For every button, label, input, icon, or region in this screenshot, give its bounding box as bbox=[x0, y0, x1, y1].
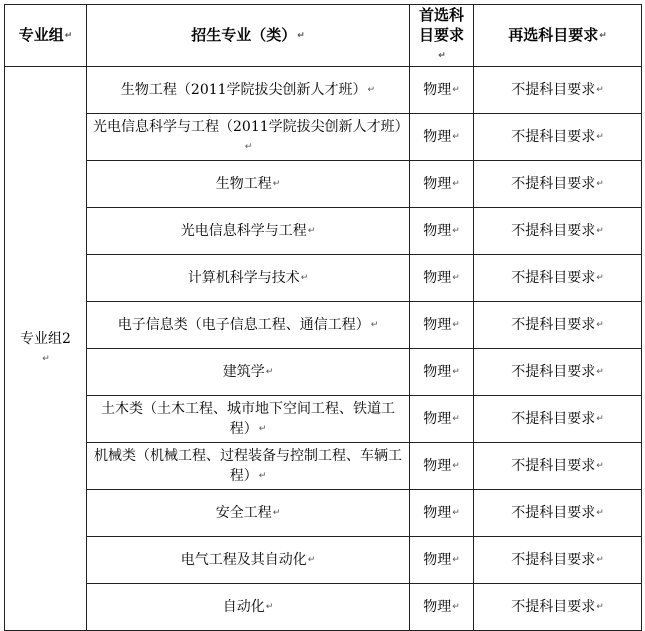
reselect-cell: 不提科目要求↵ bbox=[474, 584, 642, 631]
header-row bbox=[5, 5, 642, 67]
major-cell: 光电信息科学与工程↵ bbox=[87, 208, 410, 255]
first-choice-cell: 物理↵ bbox=[410, 537, 474, 584]
header-first-choice: 首选科目要求↵ bbox=[410, 5, 474, 67]
reselect-cell: 不提科目要求↵ bbox=[474, 537, 642, 584]
table-row bbox=[5, 255, 642, 302]
major-cell: 机械类（机械工程、过程装备与控制工程、车辆工程）↵ bbox=[87, 443, 410, 490]
reselect-cell: 不提科目要求↵ bbox=[474, 302, 642, 349]
header-major: 招生专业（类）↵ bbox=[87, 5, 410, 67]
major-cell: 土木类（土木工程、城市地下空间工程、铁道工程）↵ bbox=[87, 396, 410, 443]
major-cell: 电气工程及其自动化↵ bbox=[87, 537, 410, 584]
reselect-cell: 不提科目要求↵ bbox=[474, 443, 642, 490]
first-choice-cell: 物理↵ bbox=[410, 114, 474, 161]
first-choice-cell: 物理↵ bbox=[410, 490, 474, 537]
table-row bbox=[5, 396, 642, 443]
major-cell: 建筑学↵ bbox=[87, 349, 410, 396]
first-choice-cell: 物理↵ bbox=[410, 302, 474, 349]
table-row bbox=[5, 67, 642, 114]
reselect-cell: 不提科目要求↵ bbox=[474, 161, 642, 208]
reselect-cell: 不提科目要求↵ bbox=[474, 114, 642, 161]
table-row bbox=[5, 490, 642, 537]
first-choice-cell: 物理↵ bbox=[410, 584, 474, 631]
table-row bbox=[5, 443, 642, 490]
table-row bbox=[5, 349, 642, 396]
table-row bbox=[5, 584, 642, 631]
first-choice-cell: 物理↵ bbox=[410, 255, 474, 302]
first-choice-cell: 物理↵ bbox=[410, 349, 474, 396]
major-cell: 计算机科学与技术↵ bbox=[87, 255, 410, 302]
major-cell: 光电信息科学与工程（2011学院拔尖创新人才班）↵ bbox=[87, 114, 410, 161]
admission-requirements-table bbox=[4, 4, 642, 631]
first-choice-cell: 物理↵ bbox=[410, 443, 474, 490]
major-cell: 自动化↵ bbox=[87, 584, 410, 631]
first-choice-cell: 物理↵ bbox=[410, 396, 474, 443]
table-row bbox=[5, 537, 642, 584]
reselect-cell: 不提科目要求↵ bbox=[474, 255, 642, 302]
reselect-cell: 不提科目要求↵ bbox=[474, 349, 642, 396]
table-row bbox=[5, 114, 642, 161]
reselect-cell: 不提科目要求↵ bbox=[474, 208, 642, 255]
group-cell: 专业组2 ↵ bbox=[5, 67, 87, 631]
first-choice-cell: 物理↵ bbox=[410, 161, 474, 208]
reselect-cell: 不提科目要求↵ bbox=[474, 490, 642, 537]
major-cell: 电子信息类（电子信息工程、通信工程）↵ bbox=[87, 302, 410, 349]
major-cell: 安全工程↵ bbox=[87, 490, 410, 537]
header-reselect: 再选科目要求↵ bbox=[474, 5, 642, 67]
first-choice-cell: 物理↵ bbox=[410, 208, 474, 255]
header-group: 专业组↵ bbox=[5, 5, 87, 67]
first-choice-cell: 物理↵ bbox=[410, 67, 474, 114]
table-row bbox=[5, 302, 642, 349]
table-row bbox=[5, 161, 642, 208]
major-cell: 生物工程（2011学院拔尖创新人才班）↵ bbox=[87, 67, 410, 114]
table-row bbox=[5, 208, 642, 255]
reselect-cell: 不提科目要求↵ bbox=[474, 67, 642, 114]
major-cell: 生物工程↵ bbox=[87, 161, 410, 208]
reselect-cell: 不提科目要求↵ bbox=[474, 396, 642, 443]
